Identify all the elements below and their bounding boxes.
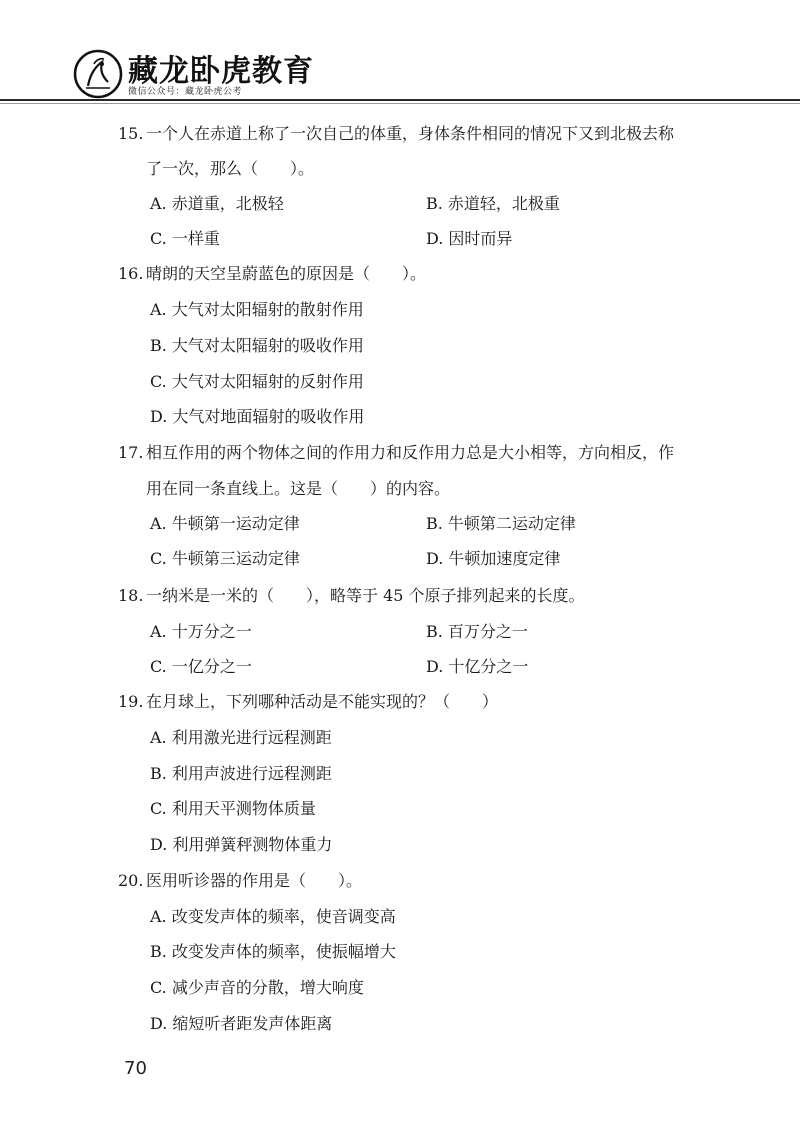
question-text: 晴朗的天空呈蔚蓝色的原因是（ ）。 (146, 264, 427, 283)
question-number: 18. (118, 586, 144, 605)
question-15-option-c: C. 一样重 (150, 229, 220, 248)
question-text: 医用听诊器的作用是（ ）。 (146, 871, 363, 890)
question-20-option-a: A. 改变发声体的频率，使音调变高 (150, 907, 396, 926)
question-17-option-a: A. 牛顿第一运动定律 (150, 514, 300, 533)
page-number: 70 (124, 1058, 147, 1079)
question-20-option-d: D. 缩短听者距发声体距离 (150, 1014, 333, 1033)
question-15-option-b: B. 赤道轻，北极重 (426, 194, 560, 213)
question-15-line-1 (118, 124, 674, 144)
question-18-line-1 (118, 586, 585, 606)
question-16-option-c: C. 大气对太阳辐射的反射作用 (150, 372, 364, 391)
question-number: 17. (118, 443, 144, 462)
question-number: 20. (118, 871, 144, 890)
question-number: 19. (118, 692, 144, 711)
question-19-option-c: C. 利用天平测物体质量 (150, 799, 316, 818)
question-18-option-b: B. 百万分之一 (426, 622, 528, 641)
logo-icon (72, 48, 124, 100)
question-15-option-a: A. 赤道重，北极轻 (150, 194, 284, 213)
question-17-line-2: 用在同一条直线上。这是（ ）的内容。 (146, 479, 451, 498)
question-17-option-c: C. 牛顿第三运动定律 (150, 549, 300, 568)
brand-name: 藏龙卧虎教育 (128, 54, 314, 89)
question-text: 相互作用的两个物体之间的作用力和反作用力总是大小相等，方向相反，作 (146, 443, 675, 462)
header-divider (0, 99, 800, 101)
question-15-option-d: D. 因时而异 (426, 229, 513, 248)
question-19-option-b: B. 利用声波进行远程测距 (150, 764, 332, 783)
question-16-option-a: A. 大气对太阳辐射的散射作用 (150, 300, 364, 319)
question-number: 16. (118, 264, 144, 283)
question-18-option-c: C. 一亿分之一 (150, 657, 252, 676)
question-text: 一个人在赤道上称了一次自己的体重，身体条件相同的情况下又到北极去称 (146, 124, 675, 143)
question-20-option-b: B. 改变发声体的频率，使振幅增大 (150, 942, 396, 961)
question-17-option-b: B. 牛顿第二运动定律 (426, 514, 576, 533)
question-16-option-d: D. 大气对地面辐射的吸收作用 (150, 407, 365, 426)
question-15-line-2: 了一次，那么（ ）。 (146, 159, 315, 178)
question-text: 在月球上，下列哪种活动是不能实现的？（ ） (146, 692, 499, 711)
question-18-option-a: A. 十万分之一 (150, 622, 252, 641)
question-number: 15. (118, 124, 144, 143)
question-16-line-1 (118, 264, 426, 284)
question-18-option-d: D. 十亿分之一 (426, 657, 529, 676)
question-20-option-c: C. 减少声音的分散，增大响度 (150, 978, 364, 997)
question-17-line-1 (118, 443, 674, 463)
question-17-option-d: D. 牛顿加速度定律 (426, 549, 561, 568)
question-16-option-b: B. 大气对太阳辐射的吸收作用 (150, 336, 364, 355)
question-19-line-1 (118, 692, 498, 712)
question-19-option-d: D. 利用弹簧秤测物体重力 (150, 835, 333, 854)
header-divider-thin (0, 103, 800, 104)
question-19-option-a: A. 利用激光进行远程测距 (150, 728, 332, 747)
question-text: 一纳米是一米的（ ），略等于 45 个原子排列起来的长度。 (146, 586, 585, 605)
page-header (0, 0, 800, 110)
question-20-line-1 (118, 871, 362, 891)
brand-subtitle: 微信公众号：藏龙卧虎公考 (128, 87, 243, 97)
